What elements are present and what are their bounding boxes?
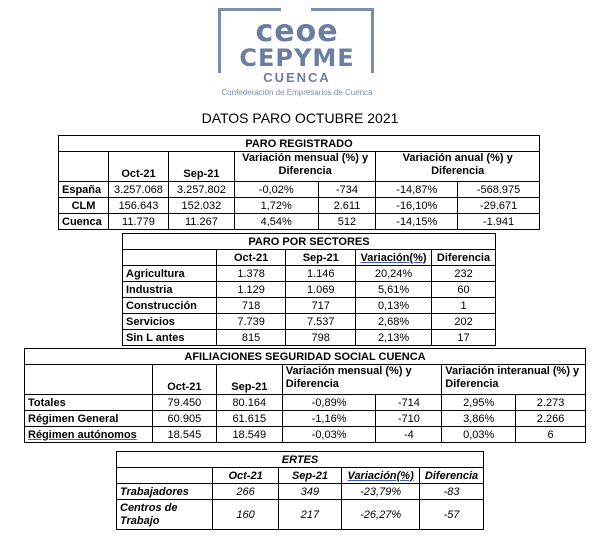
header-sep: Sep-21 bbox=[168, 152, 234, 182]
cell-var-anual: -14,15% bbox=[376, 214, 458, 230]
cell-sep: 717 bbox=[286, 298, 356, 314]
table-row bbox=[59, 214, 540, 230]
cell-var-mensual: 4,54% bbox=[234, 214, 318, 230]
logo-line-ceoe: ceoe bbox=[255, 14, 339, 49]
cell-dif-anual: -1.941 bbox=[458, 214, 540, 230]
cell-oct: 718 bbox=[216, 298, 286, 314]
cell-sep: 1.146 bbox=[286, 266, 356, 282]
ertes-table bbox=[116, 451, 484, 530]
cell-oct: 79.450 bbox=[152, 395, 216, 411]
afiliaciones-table bbox=[24, 348, 586, 443]
cell-diferencia: -83 bbox=[420, 484, 484, 500]
cell-var-interanual: 3,86% bbox=[442, 411, 516, 427]
header-oct: Oct-21 bbox=[152, 365, 216, 395]
header-oct: Oct-21 bbox=[108, 152, 168, 182]
cell-sep: 152.032 bbox=[168, 198, 234, 214]
cell-oct: 1.129 bbox=[216, 282, 286, 298]
cell-var-mensual: -0,02% bbox=[234, 182, 318, 198]
row-label: Régimen autónomos bbox=[25, 427, 153, 443]
cell-sep: 217 bbox=[278, 500, 341, 530]
cell-oct: 1.378 bbox=[216, 266, 286, 282]
logo-tagline: Confederación de Empresarios de Cuenca bbox=[221, 88, 373, 97]
row-label: Trabajadores bbox=[117, 484, 213, 500]
cell-var-mensual: -0,03% bbox=[282, 427, 376, 443]
header-variacion: Variación(%) bbox=[342, 468, 420, 484]
header-variacion-interanual: Variación interanual (%) y Diferencia bbox=[442, 365, 586, 395]
cell-dif-anual: -568.975 bbox=[458, 182, 540, 198]
cell-variacion: -26,27% bbox=[342, 500, 420, 530]
cell-sep: 798 bbox=[286, 330, 356, 346]
cell-oct: 266 bbox=[213, 484, 278, 500]
cell-oct: 11.779 bbox=[108, 214, 168, 230]
table-row bbox=[59, 182, 540, 198]
cell-var-mensual: -0,89% bbox=[282, 395, 376, 411]
header-diferencia: Diferencia bbox=[420, 468, 484, 484]
row-label: Centros de Trabajo bbox=[117, 500, 213, 530]
table-row bbox=[123, 298, 496, 314]
cell-dif-interanual: 6 bbox=[516, 427, 586, 443]
header-empty bbox=[123, 250, 217, 266]
header-variacion-anual: Variación anual (%) y Diferencia bbox=[376, 152, 540, 182]
header-sep: Sep-21 bbox=[216, 365, 282, 395]
cell-diferencia: -57 bbox=[420, 500, 484, 530]
cell-sep: 349 bbox=[278, 484, 341, 500]
page-title: DATOS PARO OCTUBRE 2021 bbox=[201, 110, 399, 126]
cell-variacion: 0,13% bbox=[356, 298, 432, 314]
cell-variacion: 20,24% bbox=[356, 266, 432, 282]
cell-sep: 18.549 bbox=[216, 427, 282, 443]
paro-registrado-title: PARO REGISTRADO bbox=[59, 136, 540, 152]
cell-var-mensual: -1,16% bbox=[282, 411, 376, 427]
cell-variacion: 2,13% bbox=[356, 330, 432, 346]
row-label: Industria bbox=[123, 282, 217, 298]
paro-sectores-table bbox=[122, 233, 496, 346]
header-oct: Oct-21 bbox=[213, 468, 278, 484]
table-row bbox=[25, 427, 586, 443]
cell-variacion: -23,79% bbox=[342, 484, 420, 500]
table-row bbox=[117, 500, 484, 530]
cell-var-mensual: 1,72% bbox=[234, 198, 318, 214]
logo-line-cepyme: CEPYME bbox=[239, 44, 355, 72]
header-empty bbox=[25, 365, 153, 395]
cell-dif-mensual: -734 bbox=[318, 182, 376, 198]
ceoe-cepyme-logo bbox=[208, 4, 386, 102]
cell-oct: 18.545 bbox=[152, 427, 216, 443]
header-sep: Sep-21 bbox=[278, 468, 341, 484]
table-row bbox=[25, 411, 586, 427]
paro-sectores-title: PARO POR SECTORES bbox=[123, 234, 496, 250]
cell-variacion: 2,68% bbox=[356, 314, 432, 330]
cell-dif-mensual: -4 bbox=[376, 427, 442, 443]
cell-diferencia: 60 bbox=[432, 282, 496, 298]
cell-oct: 60.905 bbox=[152, 411, 216, 427]
cell-diferencia: 17 bbox=[432, 330, 496, 346]
cell-dif-interanual: 2.273 bbox=[516, 395, 586, 411]
table-row bbox=[59, 198, 540, 214]
cell-sep: 3.257.802 bbox=[168, 182, 234, 198]
row-label: España bbox=[59, 182, 109, 198]
cell-sep: 11.267 bbox=[168, 214, 234, 230]
cell-var-interanual: 2,95% bbox=[442, 395, 516, 411]
row-label: Sin L antes bbox=[123, 330, 217, 346]
cell-var-anual: -16,10% bbox=[376, 198, 458, 214]
cell-dif-mensual: -714 bbox=[376, 395, 442, 411]
table-row bbox=[123, 266, 496, 282]
cell-dif-mensual: 512 bbox=[318, 214, 376, 230]
header-empty bbox=[59, 152, 109, 182]
cell-diferencia: 202 bbox=[432, 314, 496, 330]
row-label: CLM bbox=[59, 198, 109, 214]
table-row bbox=[123, 282, 496, 298]
header-variacion: Variación(%) bbox=[356, 250, 432, 266]
cell-oct: 156.643 bbox=[108, 198, 168, 214]
cell-dif-anual: -29.671 bbox=[458, 198, 540, 214]
cell-oct: 3.257.068 bbox=[108, 182, 168, 198]
cell-sep: 1.069 bbox=[286, 282, 356, 298]
ertes-title: ERTES bbox=[117, 452, 484, 468]
row-label: Agricultura bbox=[123, 266, 217, 282]
cell-oct: 160 bbox=[213, 500, 278, 530]
row-label: Régimen General bbox=[25, 411, 153, 427]
header-oct: Oct-21 bbox=[216, 250, 286, 266]
cell-variacion: 5,61% bbox=[356, 282, 432, 298]
cell-oct: 7.739 bbox=[216, 314, 286, 330]
row-label: Totales bbox=[25, 395, 153, 411]
cell-sep: 61.615 bbox=[216, 411, 282, 427]
cell-oct: 815 bbox=[216, 330, 286, 346]
afiliaciones-title: AFILIACIONES SEGURIDAD SOCIAL CUENCA bbox=[25, 349, 586, 365]
cell-sep: 7.537 bbox=[286, 314, 356, 330]
row-label: Construcción bbox=[123, 298, 217, 314]
cell-dif-mensual: -710 bbox=[376, 411, 442, 427]
table-row bbox=[123, 330, 496, 346]
cell-diferencia: 232 bbox=[432, 266, 496, 282]
cell-sep: 80.164 bbox=[216, 395, 282, 411]
header-diferencia: Diferencia bbox=[432, 250, 496, 266]
row-label: Servicios bbox=[123, 314, 217, 330]
cell-diferencia: 1 bbox=[432, 298, 496, 314]
header-variacion-mensual: Variación mensual (%) y Diferencia bbox=[234, 152, 376, 182]
table-row bbox=[117, 484, 484, 500]
cell-var-anual: -14,87% bbox=[376, 182, 458, 198]
header-empty bbox=[117, 468, 213, 484]
cell-var-interanual: 0,03% bbox=[442, 427, 516, 443]
table-row bbox=[123, 314, 496, 330]
header-sep: Sep-21 bbox=[286, 250, 356, 266]
row-label: Cuenca bbox=[59, 214, 109, 230]
table-row bbox=[25, 395, 586, 411]
cell-dif-interanual: 2.266 bbox=[516, 411, 586, 427]
cell-dif-mensual: 2.611 bbox=[318, 198, 376, 214]
logo-line-cuenca: CUENCA bbox=[263, 70, 331, 85]
header-variacion-mensual: Variación mensual (%) y Diferencia bbox=[282, 365, 442, 395]
paro-registrado-table bbox=[58, 135, 540, 230]
